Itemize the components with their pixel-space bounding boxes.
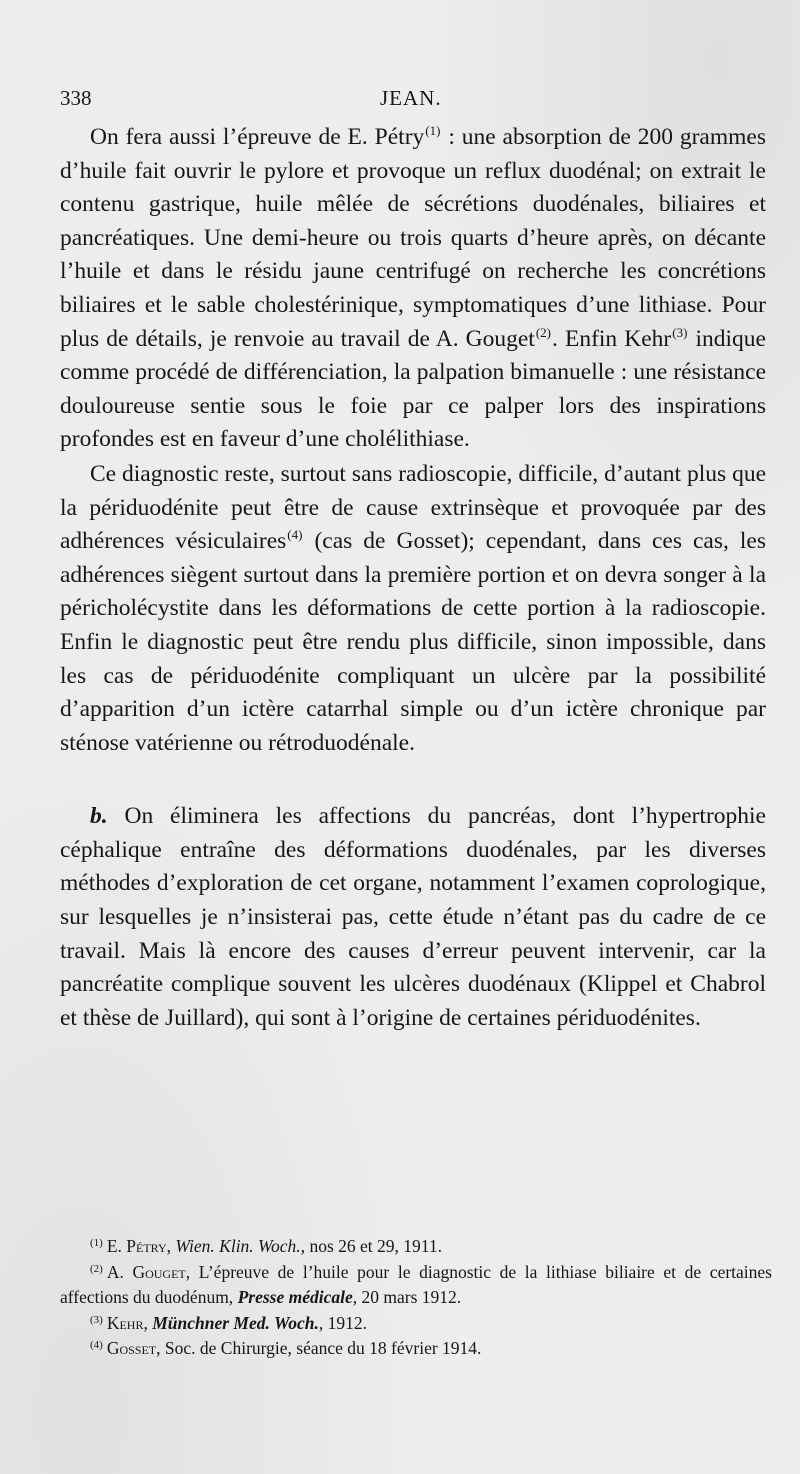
paragraph-text: Ce diagnostic reste, surtout sans radioscopie, difficile, d’autant plus que la périduodénite peut être de cause extrinsèque et provoquée par des adhérences vésiculaires bbox=[60, 460, 766, 555]
footnote-mark: (3) bbox=[90, 1313, 103, 1326]
body-text bbox=[60, 121, 766, 1035]
paragraph-pancreas bbox=[60, 800, 766, 1035]
footnote-text: , 1912. bbox=[318, 1312, 367, 1333]
footnote-ref-2[interactable]: (2) bbox=[535, 324, 552, 340]
footnote-author: E. Pétry bbox=[106, 1236, 167, 1256]
footnote-ref-1[interactable]: (1) bbox=[425, 123, 441, 138]
footnote-author: Gosset bbox=[106, 1338, 157, 1358]
footnote-text: Soc. de Chirurgie, séance du 18 février 1914. bbox=[164, 1338, 482, 1358]
footnote-text: , 20 mars 1912. bbox=[352, 1287, 462, 1307]
footnote-text: , bbox=[166, 1236, 176, 1256]
paragraph-text: On fera aussi l’épreuve de E. Pétry bbox=[90, 124, 425, 150]
footnote-journal: Wien. Klin. Woch. bbox=[175, 1236, 301, 1256]
footnote-ref-3[interactable]: (3) bbox=[672, 324, 688, 340]
footnote-mark: (2) bbox=[90, 1262, 103, 1275]
footnote-ref-4[interactable]: (4) bbox=[287, 527, 303, 543]
section-label: b. bbox=[90, 803, 108, 830]
footnote-text: , bbox=[143, 1312, 153, 1333]
paragraph-petry-test bbox=[60, 121, 766, 457]
footnote-text: , bbox=[156, 1338, 165, 1358]
footnote-text: , nos 26 et 29, 1911. bbox=[300, 1236, 442, 1256]
footnote-mark: (4) bbox=[90, 1339, 103, 1351]
footnote-author: A. Gouget bbox=[106, 1261, 186, 1282]
paragraph-text: (cas de Gosset); cependant, dans ces cas, les adhérences siègent surtout dans la première portion et on devra songer à la péricholécystite dans les déformations de cette portion à la radioscopie. Enfin le diagnostic peut être rendu plus difficile, sinon impossible, dans les cas de périduodénite compliquant un ulcère par la possibilité d’apparition d’un ictère catarrhal simple ou d’un ictère chronique par sténose vatérienne ou rétroduodénale. bbox=[60, 528, 766, 756]
footnote-1 bbox=[60, 1234, 772, 1260]
paragraph-text: On éliminera les affections du pancréas, dont l’hypertrophie céphalique entraîne des déformations duodénales, par les diverses méthodes d’exploration de cet organe, notamment l’examen coprologique, sur lesquelles je n’insisterai pas, cette étude n’étant pas du cadre de ce travail. Mais là encore des causes d’erreur peuvent intervenir, car la pancréatite complique souvent les ulcères duodénaux (Klippel et Chabrol et thèse de Juillard), qui sont à l’origine de certaines périduodénites. bbox=[60, 803, 766, 1031]
paragraph-text: indique comme procédé de différenciation, la palpation bimanuelle : une résistance douloureuse sentie sous le foie par ce palper lors des inspirations profondes est en faveur d’une cholélithiase. bbox=[60, 325, 766, 453]
page-number: 338 bbox=[60, 86, 92, 110]
paragraph-text: . Enfin Kehr bbox=[552, 325, 672, 352]
footnote-4 bbox=[60, 1336, 772, 1362]
footnote-3 bbox=[60, 1311, 772, 1337]
running-title: JEAN. bbox=[380, 86, 442, 110]
running-head bbox=[60, 86, 740, 110]
footnote-journal: Presse médicale bbox=[237, 1287, 353, 1307]
footnotes bbox=[60, 1234, 772, 1362]
paragraph-text: : une absorption de 200 grammes d’huile fait ouvrir le pylore et provoque un reflux duodénal; on extrait le contenu gastrique, huile mêlée de sécrétions duodénales, biliaires et pancréatiques. Une demi-heure ou trois quarts d’heure après, on décante l’huile et dans le résidu jaune centrifugé on recherche les concrétions biliaires et le sable cholestérinique, symptomatiques d’une lithiase. Pour plus de détails, je renvoie au travail de A. Gouget bbox=[60, 124, 766, 352]
footnote-author: Kehr bbox=[106, 1312, 144, 1333]
footnote-text: , L’épreuve de l’huile pour le diagnostic de la lithiase biliaire et de certaines affections du duodénum, bbox=[60, 1261, 772, 1307]
footnote-journal: Münchner Med. Woch. bbox=[152, 1312, 319, 1333]
paragraph-diagnostic bbox=[60, 458, 766, 760]
footnote-mark: (1) bbox=[90, 1237, 103, 1249]
footnote-2 bbox=[60, 1260, 772, 1311]
